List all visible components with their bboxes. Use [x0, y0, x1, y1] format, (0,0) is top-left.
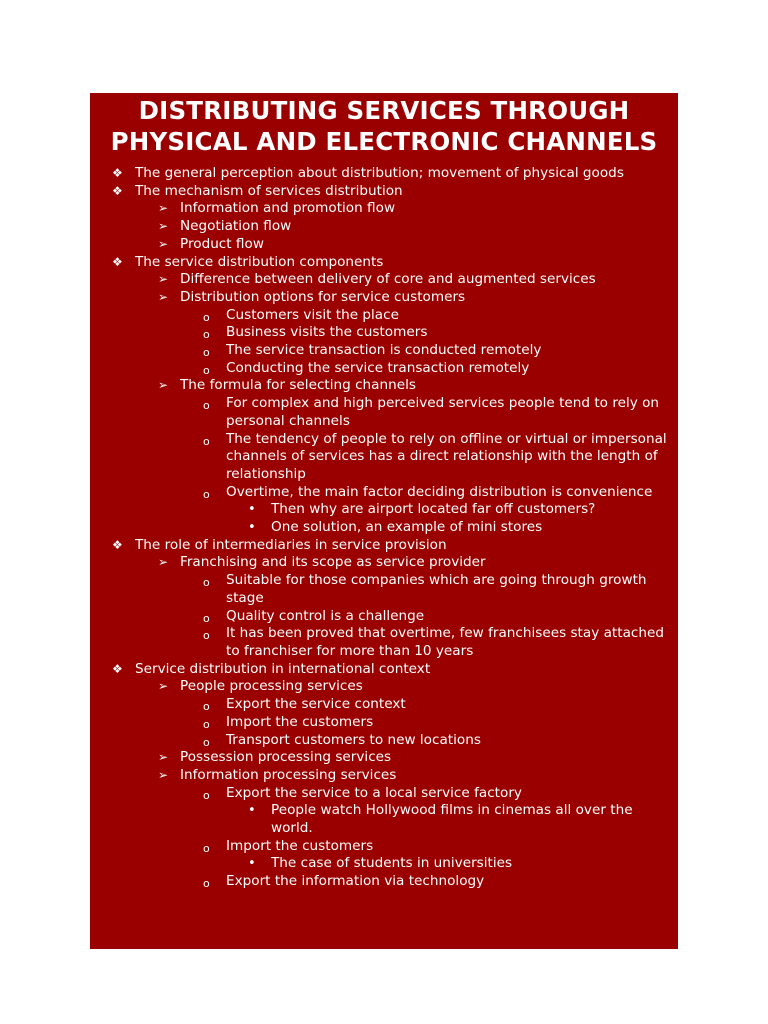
outline-item — [90, 749, 678, 767]
outline-item — [90, 342, 678, 360]
arrow-bullet-icon: ➢ — [158, 750, 169, 765]
outline-item — [90, 572, 678, 607]
outline-item-text: For complex and high perceived services people tend to rely on personal channels — [226, 395, 660, 429]
circle-bullet-icon: o — [203, 346, 210, 360]
arrow-bullet-icon: ➢ — [158, 219, 169, 234]
outline-item — [90, 608, 678, 626]
outline-item-text: Information processing services — [180, 766, 397, 783]
outline-item-text: Customers visit the place — [226, 306, 399, 323]
outline-item-text: Franchising and its scope as service provider — [180, 554, 486, 571]
circle-bullet-icon: o — [203, 399, 210, 413]
outline-item — [90, 802, 678, 837]
arrow-bullet-icon: ➢ — [158, 289, 169, 304]
outline-item-text: The case of students in universities — [271, 855, 513, 872]
arrow-bullet-icon: ➢ — [158, 236, 169, 251]
outline-item-text: Difference between delivery of core and augmented services — [180, 271, 596, 288]
outline-item-text: Then why are airport located far off customers? — [271, 501, 596, 518]
outline-item — [90, 732, 678, 750]
outline-item — [90, 236, 678, 254]
outline-item — [90, 855, 678, 873]
diamond-bullet-icon: ❖ — [112, 537, 123, 552]
outline-item — [90, 873, 678, 891]
outline-item-text: Transport customers to new locations — [226, 731, 481, 748]
outline-item-text: Export the service to a local service factory — [226, 784, 522, 801]
outline-item-text: It has been proved that overtime, few franchisees stay attached to franchiser for more than 10 years — [226, 625, 664, 659]
circle-bullet-icon: o — [203, 788, 210, 802]
circle-bullet-icon: o — [203, 841, 210, 855]
outline-item — [90, 554, 678, 572]
diamond-bullet-icon: ❖ — [112, 183, 123, 198]
circle-bullet-icon: o — [203, 611, 210, 625]
outline-item — [90, 838, 678, 856]
outline-item-text: Possession processing services — [180, 749, 392, 766]
dot-bullet-icon: • — [248, 856, 256, 872]
outline-item — [90, 431, 678, 484]
outline-item-text: Suitable for those companies which are going through growth stage — [226, 572, 647, 606]
outline-item — [90, 519, 678, 537]
outline-item — [90, 377, 678, 395]
outline-item-text: Overtime, the main factor deciding distribution is convenience — [226, 483, 653, 500]
dot-bullet-icon: • — [248, 502, 256, 518]
outline-item — [90, 324, 678, 342]
outline-item-text: Negotiation flow — [180, 218, 292, 235]
outline-item-text: Export the service context — [226, 696, 406, 713]
circle-bullet-icon: o — [203, 717, 210, 731]
outline-item-text: Quality control is a challenge — [226, 607, 425, 624]
outline-item-text: Import the customers — [226, 837, 374, 854]
dot-bullet-icon: • — [248, 520, 256, 536]
outline-item — [90, 537, 678, 555]
circle-bullet-icon: o — [203, 487, 210, 501]
outline-item — [90, 183, 678, 201]
outline-item — [90, 307, 678, 325]
outline-item — [90, 767, 678, 785]
document-title: DISTRIBUTING SERVICES THROUGH PHYSICAL AND ELECTRONIC CHANNELS — [110, 96, 658, 156]
arrow-bullet-icon: ➢ — [158, 767, 169, 782]
outline-item — [90, 360, 678, 378]
outline-item — [90, 661, 678, 679]
outline-item — [90, 484, 678, 502]
circle-bullet-icon: o — [203, 310, 210, 324]
outline-item — [90, 714, 678, 732]
outline-item-text: The service transaction is conducted remotely — [226, 342, 542, 359]
outline-item-text: Conducting the service transaction remotely — [226, 359, 530, 376]
outline-item — [90, 785, 678, 803]
arrow-bullet-icon: ➢ — [158, 272, 169, 287]
circle-bullet-icon: o — [203, 735, 210, 749]
outline-item — [90, 625, 678, 660]
outline-item — [90, 678, 678, 696]
outline-item-text: The role of intermediaries in service provision — [135, 536, 447, 553]
outline-item — [90, 254, 678, 272]
outline-item-text: Information and promotion flow — [180, 200, 396, 217]
circle-bullet-icon: o — [203, 877, 210, 891]
outline-item — [90, 501, 678, 519]
dot-bullet-icon: • — [248, 803, 256, 819]
outline-item-text: People watch Hollywood films in cinemas all over the world. — [271, 802, 633, 837]
arrow-bullet-icon: ➢ — [158, 679, 169, 694]
circle-bullet-icon: o — [203, 576, 210, 590]
bullet-outline — [90, 165, 678, 891]
outline-item-text: Business visits the customers — [226, 324, 428, 341]
outline-item-text: Distribution options for service customers — [180, 288, 466, 305]
outline-item-text: The general perception about distribution; movement of physical goods — [135, 165, 624, 181]
circle-bullet-icon: o — [203, 434, 210, 448]
outline-item — [90, 218, 678, 236]
circle-bullet-icon: o — [203, 363, 210, 377]
circle-bullet-icon: o — [203, 328, 210, 342]
outline-item-text: The formula for selecting channels — [180, 377, 416, 394]
outline-item-text: Product flow — [180, 235, 264, 252]
diamond-bullet-icon: ❖ — [112, 661, 123, 676]
outline-item-text: Export the information via technology — [226, 873, 485, 890]
outline-item-text: Import the customers — [226, 713, 374, 730]
outline-item — [90, 165, 678, 183]
arrow-bullet-icon: ➢ — [158, 378, 169, 393]
document-panel — [90, 93, 678, 949]
outline-item-text: Service distribution in international context — [135, 660, 431, 677]
outline-item — [90, 696, 678, 714]
outline-item-text: The mechanism of services distribution — [135, 182, 403, 199]
arrow-bullet-icon: ➢ — [158, 201, 169, 216]
outline-item-text: One solution, an example of mini stores — [271, 519, 543, 536]
circle-bullet-icon: o — [203, 629, 210, 643]
outline-item-text: The service distribution components — [135, 253, 384, 270]
arrow-bullet-icon: ➢ — [158, 555, 169, 570]
outline-item — [90, 200, 678, 218]
outline-item-text: The tendency of people to rely on offline or virtual or impersonal channels of services has a direct relationship with the length of relationship — [226, 430, 667, 482]
diamond-bullet-icon: ❖ — [112, 254, 123, 269]
outline-item-text: People processing services — [180, 678, 363, 695]
outline-item — [90, 395, 678, 430]
circle-bullet-icon: o — [203, 700, 210, 714]
diamond-bullet-icon: ❖ — [112, 166, 123, 180]
outline-item — [90, 271, 678, 289]
outline-item — [90, 289, 678, 307]
